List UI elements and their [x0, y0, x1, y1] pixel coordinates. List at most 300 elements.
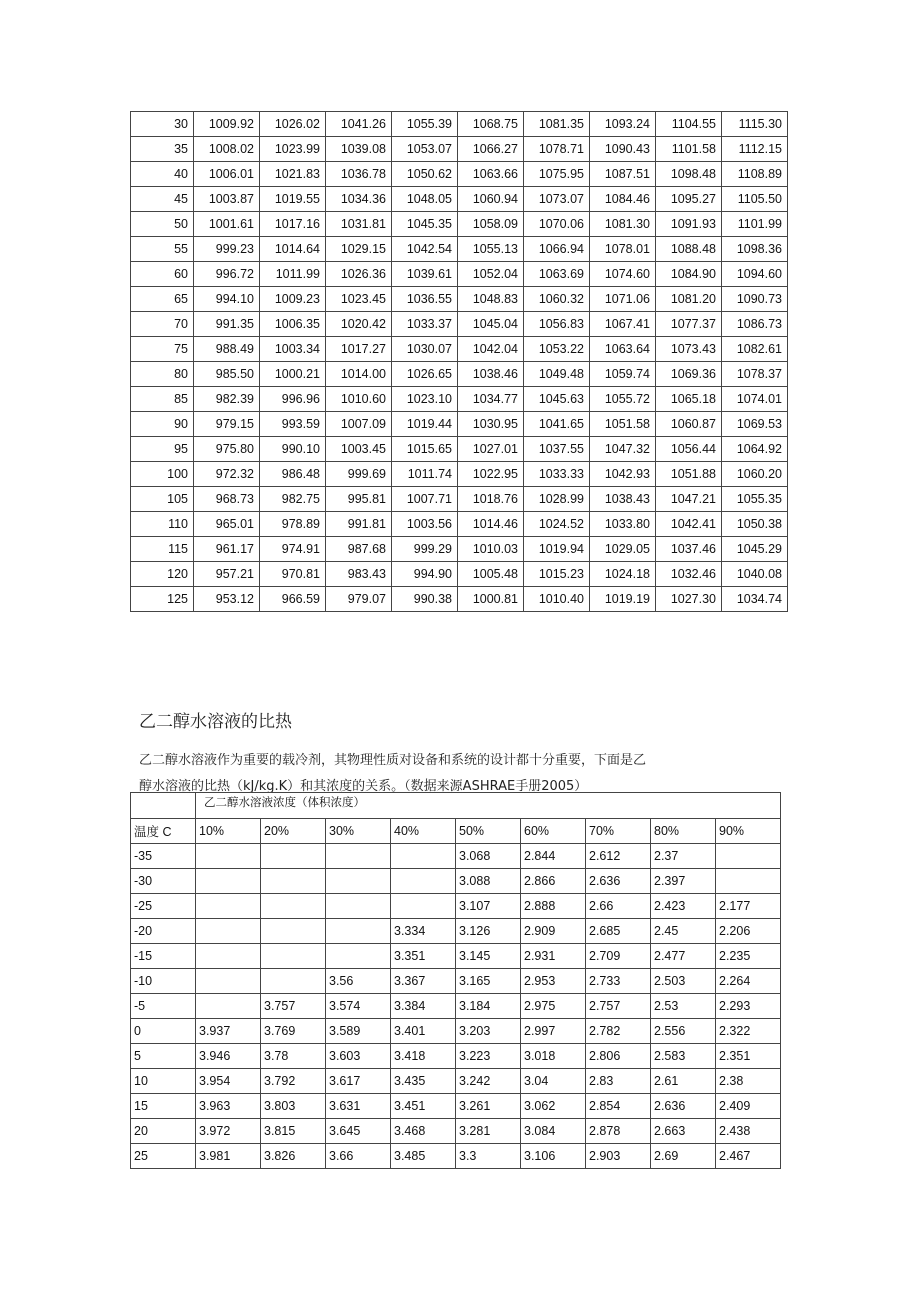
temperature-cell: 40	[131, 162, 194, 187]
table-cell: 1060.32	[524, 287, 590, 312]
table-cell: 2.931	[521, 944, 586, 969]
table-cell: 1003.87	[194, 187, 260, 212]
table-cell: 987.68	[326, 537, 392, 562]
temperature-cell: 5	[131, 1044, 196, 1069]
table-cell: 1086.73	[722, 312, 788, 337]
table-cell: 3.165	[456, 969, 521, 994]
table-cell: 2.69	[651, 1144, 716, 1169]
table-cell: 3.56	[326, 969, 391, 994]
table-cell	[391, 894, 456, 919]
table-cell: 965.01	[194, 512, 260, 537]
table-row	[131, 537, 788, 562]
table-cell: 1008.02	[194, 137, 260, 162]
table-group-header-row	[131, 793, 781, 819]
table-cell: 2.322	[716, 1019, 781, 1044]
table-cell: 1067.41	[590, 312, 656, 337]
table-cell: 2.844	[521, 844, 586, 869]
table-cell	[196, 894, 261, 919]
description-line-1: 乙二醇水溶液作为重要的载冷剂，其物理性质对设备和系统的设计都十分重要，下面是乙	[139, 753, 647, 768]
concentration-group-label: 乙二醇水溶液浓度（体积浓度）	[196, 793, 781, 819]
table-cell: 1087.51	[590, 162, 656, 187]
table-cell: 3.603	[326, 1044, 391, 1069]
column-header: 50%	[456, 819, 521, 844]
table-cell: 1055.39	[392, 112, 458, 137]
table-row	[131, 162, 788, 187]
table-row	[131, 387, 788, 412]
column-header: 90%	[716, 819, 781, 844]
table-cell: 2.206	[716, 919, 781, 944]
table-cell: 1037.55	[524, 437, 590, 462]
table-cell: 1001.61	[194, 212, 260, 237]
description-line-2: 醇水溶液的比热（kJ/kg.K）和其浓度的关系。（数据来源ASHRAE手册2005）	[139, 779, 588, 794]
temperature-cell: -5	[131, 994, 196, 1019]
table-cell: 1023.45	[326, 287, 392, 312]
table-cell: 1026.65	[392, 362, 458, 387]
table-cell: 1039.08	[326, 137, 392, 162]
table-cell: 2.423	[651, 894, 716, 919]
table-cell: 1014.00	[326, 362, 392, 387]
table-cell: 1034.36	[326, 187, 392, 212]
table-cell: 1042.93	[590, 462, 656, 487]
table-cell: 2.636	[651, 1094, 716, 1119]
table-cell: 3.972	[196, 1119, 261, 1144]
table-row	[131, 562, 788, 587]
table-cell: 3.3	[456, 1144, 521, 1169]
table-cell: 1011.74	[392, 462, 458, 487]
table-cell	[261, 869, 326, 894]
table-cell: 1033.37	[392, 312, 458, 337]
table-cell: 3.954	[196, 1069, 261, 1094]
table-cell: 1053.22	[524, 337, 590, 362]
table-cell: 3.106	[521, 1144, 586, 1169]
table-cell	[716, 869, 781, 894]
table-cell: 1017.27	[326, 337, 392, 362]
table-cell: 1010.40	[524, 587, 590, 612]
table-cell	[326, 869, 391, 894]
table-cell: 2.866	[521, 869, 586, 894]
table-cell: 991.35	[194, 312, 260, 337]
table-cell: 2.583	[651, 1044, 716, 1069]
table-cell: 3.589	[326, 1019, 391, 1044]
table-cell: 1006.35	[260, 312, 326, 337]
table-cell: 985.50	[194, 362, 260, 387]
table-cell: 1091.93	[656, 212, 722, 237]
temperature-cell: 85	[131, 387, 194, 412]
table-cell: 982.39	[194, 387, 260, 412]
specific-heat-table	[130, 792, 781, 1169]
table-cell: 1081.20	[656, 287, 722, 312]
table-cell: 1060.94	[458, 187, 524, 212]
table-cell: 2.663	[651, 1119, 716, 1144]
temperature-cell: -10	[131, 969, 196, 994]
table-cell: 996.72	[194, 262, 260, 287]
table-cell: 1047.21	[656, 487, 722, 512]
temperature-cell: 20	[131, 1119, 196, 1144]
table-cell: 1090.73	[722, 287, 788, 312]
table-cell	[131, 793, 196, 819]
table-cell: 1045.04	[458, 312, 524, 337]
table-cell: 3.617	[326, 1069, 391, 1094]
table-cell: 3.126	[456, 919, 521, 944]
table-cell: 1000.21	[260, 362, 326, 387]
table-row	[131, 287, 788, 312]
table-cell: 1036.55	[392, 287, 458, 312]
table-cell: 1015.23	[524, 562, 590, 587]
table-cell: 1017.16	[260, 212, 326, 237]
table-cell: 3.418	[391, 1044, 456, 1069]
table-cell: 2.409	[716, 1094, 781, 1119]
table-cell: 1020.42	[326, 312, 392, 337]
table-cell: 2.636	[586, 869, 651, 894]
table-cell: 2.37	[651, 844, 716, 869]
temperature-cell: 15	[131, 1094, 196, 1119]
table-cell: 3.04	[521, 1069, 586, 1094]
table-cell: 1037.46	[656, 537, 722, 562]
table-cell: 1082.61	[722, 337, 788, 362]
table-cell: 994.10	[194, 287, 260, 312]
table-cell	[196, 969, 261, 994]
table-cell: 1059.74	[590, 362, 656, 387]
table-row	[131, 487, 788, 512]
table-cell: 2.854	[586, 1094, 651, 1119]
table-cell: 1115.30	[722, 112, 788, 137]
table-cell: 1081.30	[590, 212, 656, 237]
table-row	[131, 869, 781, 894]
temperature-cell: -15	[131, 944, 196, 969]
table-cell: 982.75	[260, 487, 326, 512]
table-cell: 2.903	[586, 1144, 651, 1169]
table-cell	[716, 844, 781, 869]
table-cell	[261, 969, 326, 994]
column-header: 20%	[261, 819, 326, 844]
table-cell: 999.23	[194, 237, 260, 262]
temperature-cell: 90	[131, 412, 194, 437]
table-cell: 1009.92	[194, 112, 260, 137]
table-cell: 1065.18	[656, 387, 722, 412]
temperature-cell: 110	[131, 512, 194, 537]
table-cell: 1084.46	[590, 187, 656, 212]
table-cell: 3.062	[521, 1094, 586, 1119]
temperature-cell: -35	[131, 844, 196, 869]
table-cell: 1045.35	[392, 212, 458, 237]
table-cell: 3.334	[391, 919, 456, 944]
table-cell: 953.12	[194, 587, 260, 612]
table-cell: 1056.44	[656, 437, 722, 462]
table-cell: 1108.89	[722, 162, 788, 187]
temperature-cell: -20	[131, 919, 196, 944]
table-cell: 3.351	[391, 944, 456, 969]
table-cell: 2.806	[586, 1044, 651, 1069]
table-cell: 2.467	[716, 1144, 781, 1169]
table-cell: 1050.38	[722, 512, 788, 537]
table-cell: 1028.99	[524, 487, 590, 512]
temperature-cell: -30	[131, 869, 196, 894]
table-cell: 3.018	[521, 1044, 586, 1069]
table-cell: 1040.08	[722, 562, 788, 587]
table-row	[131, 894, 781, 919]
table-cell: 1026.36	[326, 262, 392, 287]
table-cell: 1014.64	[260, 237, 326, 262]
table-cell: 3.631	[326, 1094, 391, 1119]
table-cell: 1015.65	[392, 437, 458, 462]
table-cell: 1033.80	[590, 512, 656, 537]
table-row	[131, 462, 788, 487]
temperature-cell: 25	[131, 1144, 196, 1169]
table-cell: 994.90	[392, 562, 458, 587]
table-cell: 1000.81	[458, 587, 524, 612]
table-cell: 2.45	[651, 919, 716, 944]
table-cell: 2.997	[521, 1019, 586, 1044]
table-cell: 1030.95	[458, 412, 524, 437]
table-column-header-row	[131, 819, 781, 844]
table-row	[131, 437, 788, 462]
table-cell: 3.815	[261, 1119, 326, 1144]
table-row	[131, 1119, 781, 1144]
table-cell: 1010.60	[326, 387, 392, 412]
table-cell	[196, 919, 261, 944]
table-cell: 3.451	[391, 1094, 456, 1119]
table-cell: 1009.23	[260, 287, 326, 312]
table-cell: 1048.05	[392, 187, 458, 212]
table-cell: 1033.33	[524, 462, 590, 487]
table-cell: 1068.75	[458, 112, 524, 137]
table-cell: 3.203	[456, 1019, 521, 1044]
table-cell: 3.78	[261, 1044, 326, 1069]
table-cell: 2.709	[586, 944, 651, 969]
table-cell: 991.81	[326, 512, 392, 537]
table-row	[131, 337, 788, 362]
temperature-cell: 80	[131, 362, 194, 387]
table-cell: 1073.43	[656, 337, 722, 362]
table-cell: 2.782	[586, 1019, 651, 1044]
table-cell: 999.69	[326, 462, 392, 487]
table-cell: 1011.99	[260, 262, 326, 287]
table-cell: 2.293	[716, 994, 781, 1019]
table-cell: 1069.36	[656, 362, 722, 387]
table-cell: 3.088	[456, 869, 521, 894]
table-cell: 1019.55	[260, 187, 326, 212]
table-cell: 986.48	[260, 462, 326, 487]
table-cell: 1029.15	[326, 237, 392, 262]
table-cell: 999.29	[392, 537, 458, 562]
table-cell: 1022.95	[458, 462, 524, 487]
table-cell: 1073.07	[524, 187, 590, 212]
table-cell: 979.07	[326, 587, 392, 612]
table-cell	[261, 894, 326, 919]
table-cell: 996.96	[260, 387, 326, 412]
temperature-cell: 105	[131, 487, 194, 512]
table-cell: 1007.09	[326, 412, 392, 437]
table-row	[131, 362, 788, 387]
table-cell: 2.38	[716, 1069, 781, 1094]
table-cell: 3.107	[456, 894, 521, 919]
table-cell	[261, 944, 326, 969]
temperature-cell: 125	[131, 587, 194, 612]
temperature-cell: 75	[131, 337, 194, 362]
temperature-cell: 55	[131, 237, 194, 262]
specific-heat-table-body	[131, 793, 781, 1169]
table-cell	[326, 844, 391, 869]
table-cell: 1023.99	[260, 137, 326, 162]
table-cell: 983.43	[326, 562, 392, 587]
table-row	[131, 137, 788, 162]
table-row	[131, 112, 788, 137]
table-cell: 3.826	[261, 1144, 326, 1169]
table-cell: 1007.71	[392, 487, 458, 512]
table-cell: 1014.46	[458, 512, 524, 537]
table-cell: 1048.83	[458, 287, 524, 312]
table-cell: 1069.53	[722, 412, 788, 437]
table-cell	[261, 844, 326, 869]
table-cell	[261, 919, 326, 944]
table-cell: 1053.07	[392, 137, 458, 162]
table-cell: 3.223	[456, 1044, 521, 1069]
table-cell: 1031.81	[326, 212, 392, 237]
table-cell: 1060.20	[722, 462, 788, 487]
table-cell: 1003.34	[260, 337, 326, 362]
table-cell: 2.83	[586, 1069, 651, 1094]
table-cell: 3.769	[261, 1019, 326, 1044]
table-cell: 3.66	[326, 1144, 391, 1169]
table-cell: 1063.69	[524, 262, 590, 287]
table-cell: 1088.48	[656, 237, 722, 262]
temperature-cell: 50	[131, 212, 194, 237]
table-cell: 1038.43	[590, 487, 656, 512]
temperature-cell: 70	[131, 312, 194, 337]
table-cell: 1021.83	[260, 162, 326, 187]
table-cell: 968.73	[194, 487, 260, 512]
table-cell: 3.468	[391, 1119, 456, 1144]
table-cell: 1027.01	[458, 437, 524, 462]
table-cell: 988.49	[194, 337, 260, 362]
table-cell: 1095.27	[656, 187, 722, 212]
row-header-label: 温度 C	[131, 819, 196, 844]
temperature-cell: 30	[131, 112, 194, 137]
table-cell: 972.32	[194, 462, 260, 487]
table-cell: 1101.99	[722, 212, 788, 237]
table-cell: 3.574	[326, 994, 391, 1019]
table-cell: 3.803	[261, 1094, 326, 1119]
table-cell: 3.946	[196, 1044, 261, 1069]
table-cell: 1060.87	[656, 412, 722, 437]
table-cell: 3.645	[326, 1119, 391, 1144]
table-cell: 1042.04	[458, 337, 524, 362]
table-cell: 2.888	[521, 894, 586, 919]
table-cell: 2.733	[586, 969, 651, 994]
column-header: 40%	[391, 819, 456, 844]
temperature-cell: -25	[131, 894, 196, 919]
table-row	[131, 969, 781, 994]
table-cell: 1104.55	[656, 112, 722, 137]
table-cell: 3.281	[456, 1119, 521, 1144]
table-cell: 1098.36	[722, 237, 788, 262]
table-row	[131, 212, 788, 237]
table-cell: 966.59	[260, 587, 326, 612]
table-cell: 3.145	[456, 944, 521, 969]
table-cell: 3.435	[391, 1069, 456, 1094]
temperature-cell: 115	[131, 537, 194, 562]
table-cell	[326, 919, 391, 944]
table-cell: 2.878	[586, 1119, 651, 1144]
table-cell: 1038.46	[458, 362, 524, 387]
table-cell	[326, 944, 391, 969]
table-cell: 2.503	[651, 969, 716, 994]
table-cell: 3.963	[196, 1094, 261, 1119]
table-row	[131, 944, 781, 969]
column-header: 80%	[651, 819, 716, 844]
table-cell: 1070.06	[524, 212, 590, 237]
table-cell: 1045.29	[722, 537, 788, 562]
table-cell	[391, 844, 456, 869]
table-cell: 970.81	[260, 562, 326, 587]
table-row	[131, 587, 788, 612]
table-cell	[326, 894, 391, 919]
table-cell: 1077.37	[656, 312, 722, 337]
table-cell: 2.757	[586, 994, 651, 1019]
table-cell	[196, 844, 261, 869]
table-cell: 1066.94	[524, 237, 590, 262]
table-cell: 1055.35	[722, 487, 788, 512]
temperature-cell: 95	[131, 437, 194, 462]
table-cell: 1055.13	[458, 237, 524, 262]
temperature-cell: 120	[131, 562, 194, 587]
table-cell: 1074.01	[722, 387, 788, 412]
table-cell: 1094.60	[722, 262, 788, 287]
table-cell: 1078.37	[722, 362, 788, 387]
temperature-cell: 10	[131, 1069, 196, 1094]
table-cell: 2.61	[651, 1069, 716, 1094]
table-cell: 2.351	[716, 1044, 781, 1069]
density-table-body	[131, 112, 788, 612]
table-cell: 3.084	[521, 1119, 586, 1144]
table-row	[131, 262, 788, 287]
table-cell: 978.89	[260, 512, 326, 537]
temperature-cell: 60	[131, 262, 194, 287]
table-cell	[196, 869, 261, 894]
table-row	[131, 237, 788, 262]
table-cell: 1030.07	[392, 337, 458, 362]
column-header: 70%	[586, 819, 651, 844]
table-cell: 1010.03	[458, 537, 524, 562]
section-heading: 乙二醇水溶液的比热	[139, 712, 292, 732]
table-cell: 957.21	[194, 562, 260, 587]
table-cell: 3.981	[196, 1144, 261, 1169]
table-cell: 1050.62	[392, 162, 458, 187]
table-cell: 1034.77	[458, 387, 524, 412]
table-cell: 3.937	[196, 1019, 261, 1044]
density-table	[130, 111, 788, 612]
table-row	[131, 1019, 781, 1044]
table-cell: 993.59	[260, 412, 326, 437]
table-cell: 1003.45	[326, 437, 392, 462]
table-cell: 1090.43	[590, 137, 656, 162]
table-cell: 1056.83	[524, 312, 590, 337]
table-cell: 2.953	[521, 969, 586, 994]
table-cell: 1063.66	[458, 162, 524, 187]
table-cell: 1047.32	[590, 437, 656, 462]
table-cell: 2.53	[651, 994, 716, 1019]
table-cell: 1042.41	[656, 512, 722, 537]
table-cell: 1036.78	[326, 162, 392, 187]
table-cell: 1071.06	[590, 287, 656, 312]
table-cell: 1081.35	[524, 112, 590, 137]
table-cell: 3.184	[456, 994, 521, 1019]
column-header: 60%	[521, 819, 586, 844]
table-cell: 1018.76	[458, 487, 524, 512]
table-cell: 1093.24	[590, 112, 656, 137]
table-cell: 2.975	[521, 994, 586, 1019]
column-header: 30%	[326, 819, 391, 844]
